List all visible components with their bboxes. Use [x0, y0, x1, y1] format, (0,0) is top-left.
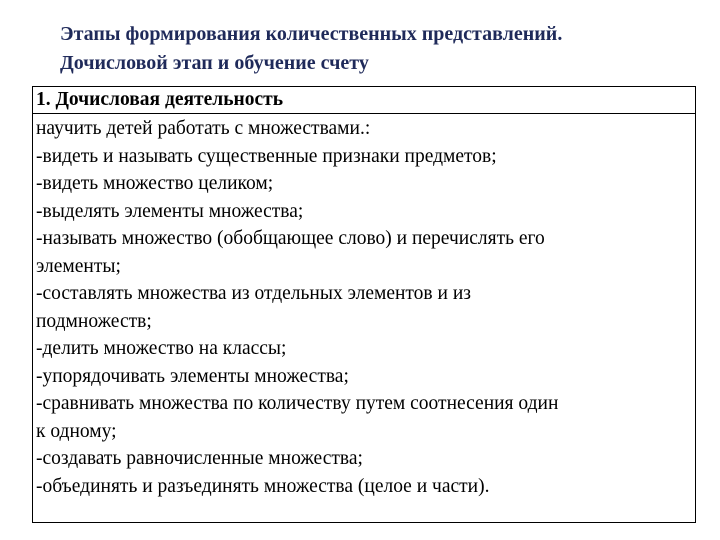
list-item: -создавать равночисленные множества; [36, 448, 363, 469]
table-body-cell [33, 114, 696, 523]
list-item: -видеть множество целиком; [36, 173, 274, 194]
list-item: -выделять элементы множества; [36, 200, 304, 222]
table-header-cell: 1. Дочисловая деятельность [33, 87, 696, 114]
list-item: научить детей работать с множествами.: [36, 118, 371, 139]
slide-title [60, 20, 700, 78]
list-item: -составлять множества из отдельных элементов и из [36, 283, 471, 304]
table-header-row [33, 87, 696, 114]
content-table [32, 86, 696, 523]
list-item: -сравнивать множества по количеству путем соотнесения один [36, 393, 559, 414]
table-body-row [33, 114, 696, 523]
list-item: к одному; [36, 420, 117, 442]
list-item: элементы; [36, 255, 121, 277]
list-item: -называть множество (обобщающее слово) и перечислять его [36, 228, 545, 249]
slide-title-line-2: Дочисловой этап и обучение счету [60, 52, 369, 74]
list-item: -объединять и разъединять множества (целое и части). [36, 475, 490, 497]
list-item: -делить множество на классы; [36, 338, 287, 359]
slide-title-line-1: Этапы формирования количественных представлений. [60, 23, 563, 45]
list-item: -упорядочивать элементы множества; [36, 365, 349, 387]
list-item: -видеть и называть существенные признаки предметов; [36, 145, 497, 167]
list-item: подмножеств; [36, 310, 152, 332]
